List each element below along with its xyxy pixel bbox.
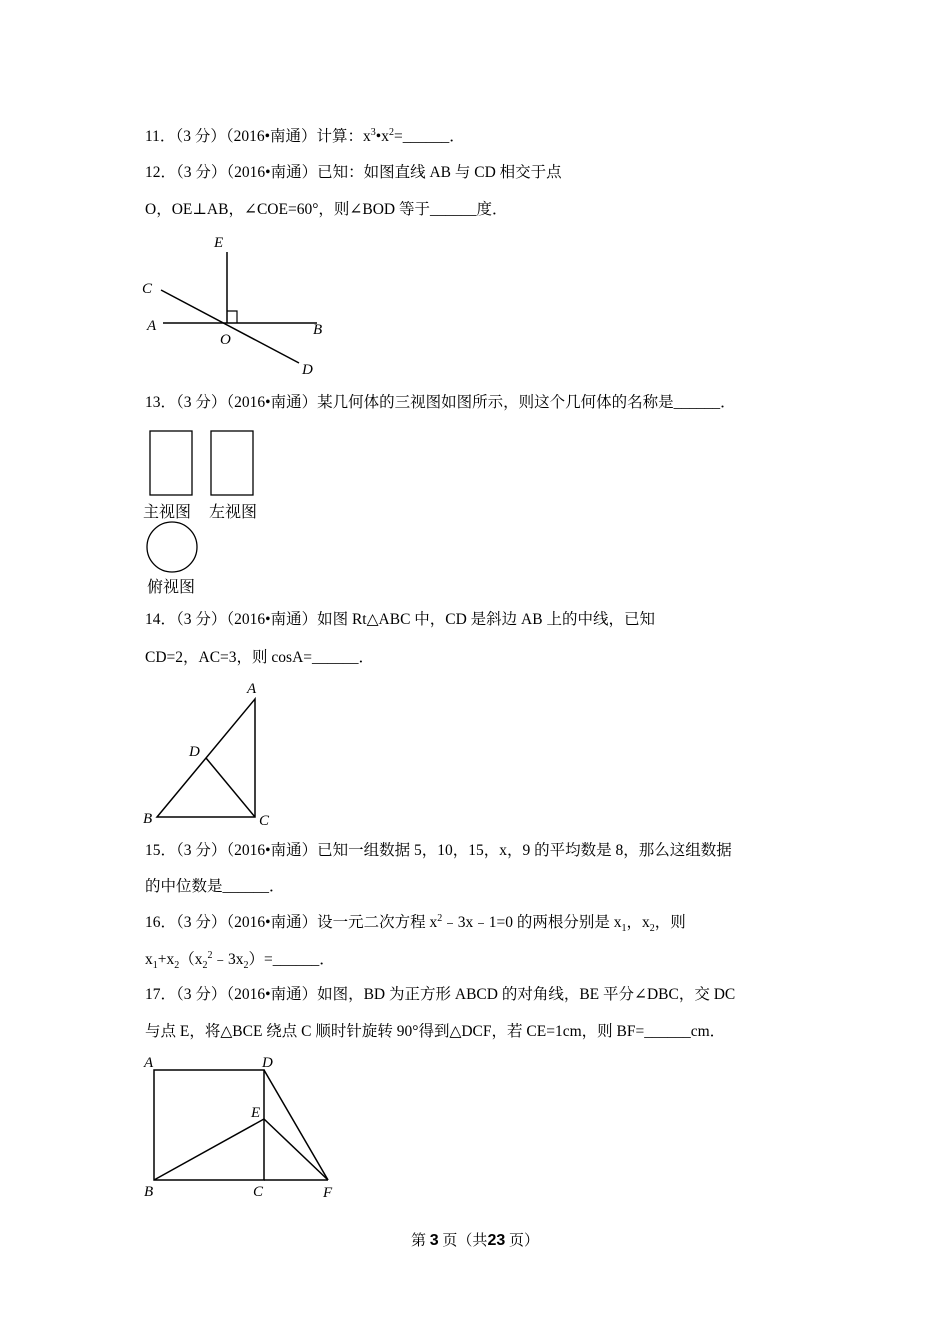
q14-text: CD=2，AC=3，则 cosA=______． [145,649,375,666]
question-source: （2016•南通） [225,128,317,145]
q15-text: 的中位数是______． [145,878,285,895]
footer-text: 页） [508,1233,539,1249]
label-e: E [251,1105,261,1121]
q12-figure [135,232,345,382]
q16-subscript: 2 [649,923,655,935]
q12-text: 已知：如图直线 AB 与 CD 相交于点 [317,164,562,181]
q11-text: •x [375,128,389,145]
q13-text: 某几何体的三视图如图所示，则这个几何体的名称是______． [317,394,736,411]
segment-be [154,1119,264,1180]
question-source: （2016•南通） [226,842,318,859]
q16-subscript: 1 [152,960,158,972]
left-view-rect [211,431,253,495]
right-angle-mark [227,311,237,323]
q17-text: 与点 E，将△BCE 绕点 C 顺时针旋转 90°得到△DCF，若 CE=1cm，则 BF=______cm． [145,1023,726,1040]
q16-subscript: 2 [174,960,180,972]
current-page-number: 3 [429,1232,439,1249]
q16-text: ，x [626,914,650,931]
question-number: 16． [145,914,177,931]
q11-exponent: 2 [388,126,394,138]
q16-text: 设一元二次方程 x [317,914,438,931]
q14-figure [135,678,285,828]
question-number: 14． [145,611,177,628]
question-15-line2 [145,877,285,897]
question-number: 12． [145,164,177,181]
label-d: D [302,362,313,378]
question-score: （3 分） [176,842,227,859]
q11-exponent: 3 [370,126,376,138]
q14-text: 如图 Rt△ABC 中，CD 是斜边 AB 上的中线，已知 [317,611,655,628]
question-source: （2016•南通） [226,394,318,411]
question-number: 15． [145,842,177,859]
question-15 [145,841,732,861]
footer-text: 第 [411,1233,427,1249]
q16-text: +x [157,951,175,968]
q16-text: x [145,951,153,968]
segment-ef [264,1119,328,1180]
q16-answer-blank: ）=______． [248,951,335,968]
question-source: （2016•南通） [226,986,318,1003]
question-score: （3 分） [176,914,227,931]
question-11 [145,127,465,147]
q16-text: ﹣3x﹣1=0 的两根分别是 x [442,914,622,931]
question-score: （3 分） [175,128,226,145]
q16-text: （x [179,951,203,968]
line-cd [161,290,299,363]
q17-text: 如图，BD 为正方形 ABCD 的对角线，BE 平分∠DBC，交 DC [317,986,736,1003]
label-f: F [323,1185,333,1201]
question-16-line2 [145,950,335,970]
question-score: （3 分） [176,394,227,411]
top-view-caption: 俯视图 [147,577,196,596]
q16-subscript: 2 [202,960,208,972]
q13-figure [140,425,270,555]
question-number: 17． [145,986,177,1003]
label-b: B [143,811,153,827]
median-cd [206,758,255,817]
label-a: A [144,1055,154,1071]
question-12-line2 [145,200,507,220]
question-17-line2 [145,1022,725,1042]
label-a: A [147,318,157,334]
question-score: （3 分） [176,986,227,1003]
label-d: D [189,744,200,760]
question-12 [145,163,562,183]
label-e: E [214,235,224,251]
q16-subscript: 1 [621,923,627,935]
square-abcd [154,1070,264,1180]
label-b: B [144,1184,154,1200]
question-number: 11． [145,128,176,145]
q16-exponent: 2 [437,912,443,924]
q12-text: O，OE⊥AB，∠COE=60°，则∠BOD 等于______度． [145,201,508,218]
label-b: B [313,322,323,338]
segment-df [264,1070,328,1180]
question-16 [145,913,686,933]
left-view-caption: 左视图 [209,502,258,521]
question-score: （3 分） [176,611,227,628]
q17-figure [135,1050,350,1205]
q11-answer-blank: =______． [393,128,465,145]
label-d: D [262,1055,273,1071]
question-score: （3 分） [176,164,227,181]
question-source: （2016•南通） [226,914,318,931]
question-14 [145,610,655,630]
q11-text: 计算：x [316,128,371,145]
question-13 [145,393,736,413]
label-o: O [220,332,231,348]
total-pages-number: 23 [487,1232,506,1249]
question-source: （2016•南通） [226,164,318,181]
q16-subscript: 2 [243,960,249,972]
label-c: C [259,813,270,829]
top-view-circle [147,522,197,572]
question-number: 13． [145,394,177,411]
label-c: C [253,1184,264,1200]
q16-text: ，则 [654,914,686,931]
question-14-line2 [145,648,374,668]
question-source: （2016•南通） [226,611,318,628]
label-c: C [142,281,153,297]
page-footer [0,1229,950,1250]
front-view-rect [150,431,192,495]
q16-exponent: 2 [207,949,213,961]
q15-text: 已知一组数据 5，10，15，x，9 的平均数是 8，那么这组数据 [317,842,732,859]
footer-text: 页（共 [442,1233,488,1249]
front-view-caption: 主视图 [143,502,192,521]
q16-text: ﹣3x [212,951,244,968]
question-17 [145,985,735,1005]
label-a: A [247,681,257,697]
